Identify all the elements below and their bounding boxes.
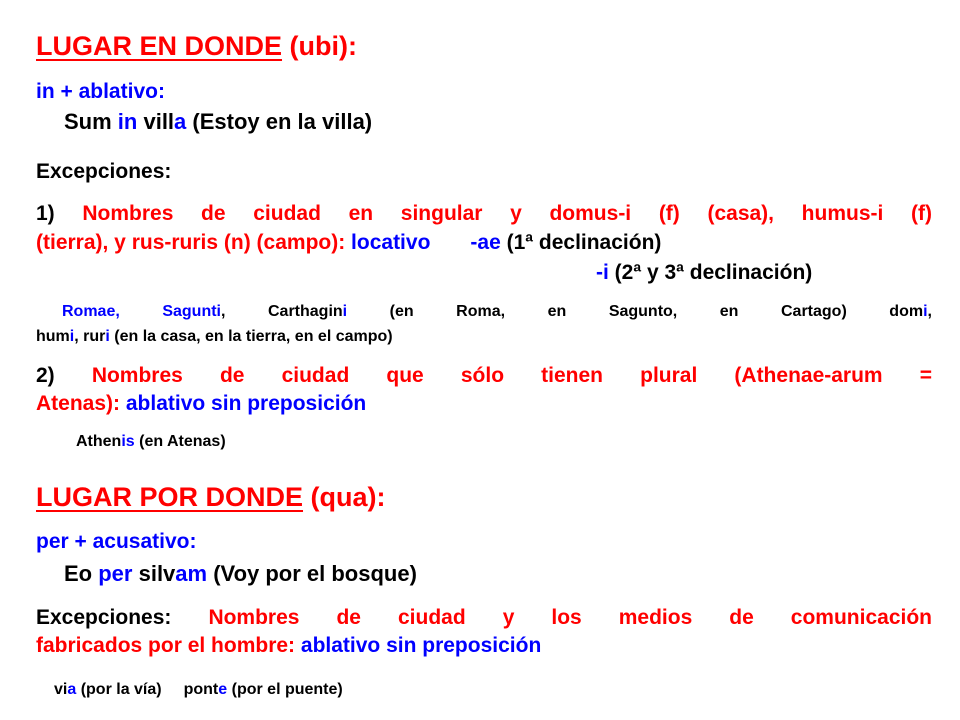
exception-1-line2: (tierra), y rus-ruris (n) (campo): locativo -ae (1ª declinación)	[36, 231, 662, 254]
section1-exceptions-label: Excepciones:	[36, 160, 172, 183]
exception-1	[36, 200, 932, 288]
section1-example: Sum in villa (Estoy en la villa)	[64, 109, 373, 134]
exception-2-line1: 2) Nombres de ciudad que sólo tienen plural (Athenae-arum =	[36, 364, 932, 387]
section2-title-suffix: (qua):	[303, 482, 386, 512]
section2-examples: via (por la vía) ponte (por el puente)	[54, 681, 343, 698]
exception-1-examples	[36, 299, 932, 349]
section2-example: Eo per silvam (Voy por el bosque)	[64, 561, 417, 586]
section1-title-suffix: (ubi):	[282, 31, 357, 61]
section2-exceptions-line2: fabricados por el hombre: ablativo sin preposición	[36, 634, 542, 657]
section1-title: LUGAR EN DONDE	[36, 31, 283, 61]
exception-2-example: Athenis (en Atenas)	[76, 433, 226, 450]
section2-exceptions-line1: Excepciones: Nombres de ciudad y los medios de comunicación	[36, 606, 933, 629]
exception-2-line2: Atenas): ablativo sin preposición	[36, 392, 367, 415]
exception-1-line3: -i (2ª y 3ª declinación)	[596, 261, 813, 284]
exception-1-examples-line1: Romae, Sagunti, Carthagini (en Roma, en Sagunto, en Cartago) domi,	[62, 303, 932, 320]
section2-heading	[36, 481, 932, 513]
section2-rule: per + acusativo:	[36, 530, 197, 553]
exception-1-examples-line2: humi, ruri (en la casa, en la tierra, en el campo)	[36, 328, 393, 345]
section1-heading	[36, 30, 932, 62]
section2-exceptions	[36, 604, 932, 660]
section2-title: LUGAR POR DONDE	[36, 482, 304, 512]
exception-2	[36, 362, 932, 418]
section1-rule: in + ablativo:	[36, 80, 165, 103]
exception-1-line1: 1) Nombres de ciudad en singular y domus-i (f) (casa), humus-i (f)	[36, 202, 932, 225]
